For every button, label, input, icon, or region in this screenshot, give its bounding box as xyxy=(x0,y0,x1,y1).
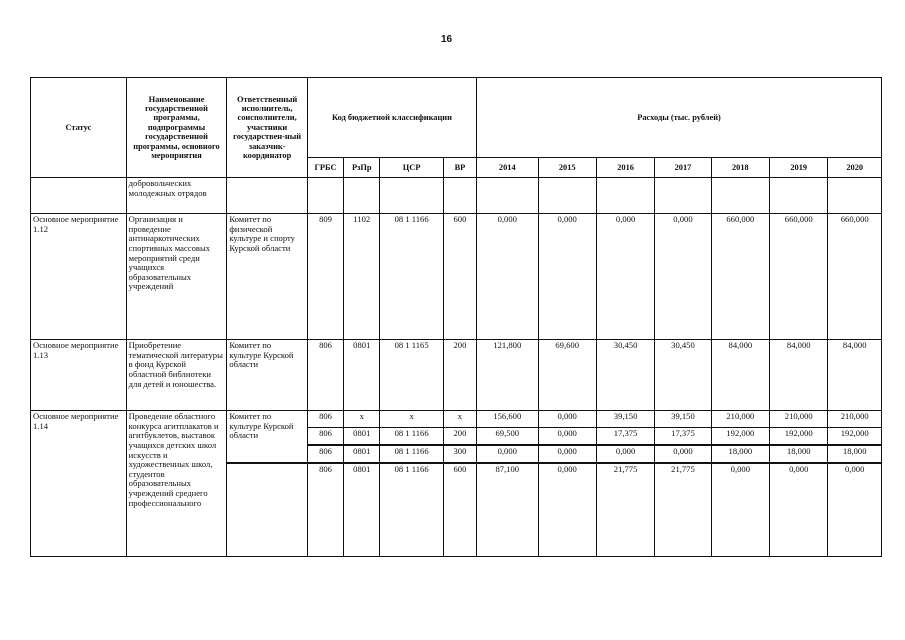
value-cell: 660,000 xyxy=(770,214,828,340)
status-cell xyxy=(31,178,127,214)
vr-cell: х xyxy=(443,411,476,428)
grbs-cell: 806 xyxy=(307,411,343,428)
table-row xyxy=(31,411,882,428)
value-cell: 192,000 xyxy=(770,428,828,446)
executor-cell: Комитет по физической культуре и спорту Курской области xyxy=(227,214,308,340)
name-cell: Организация и проведение антинаркотических спортивных массовых мероприятий среди учащихся образовательных учреждений xyxy=(126,214,227,340)
value-cell: 18,000 xyxy=(770,445,828,463)
table-row xyxy=(31,178,882,214)
csr-cell: 08 1 1165 xyxy=(380,340,443,411)
header-name: Наименование государственной программы, подпрограммы государственной программы, основного мероприятия xyxy=(126,78,227,178)
page-number: 16 xyxy=(441,34,453,45)
value-cell: 18,000 xyxy=(828,445,882,463)
value-cell: 0,000 xyxy=(596,214,654,340)
value-cell: 210,000 xyxy=(711,411,769,428)
grbs-cell: 806 xyxy=(307,428,343,446)
value-cell: 0,000 xyxy=(655,445,711,463)
header-grbs: ГРБС xyxy=(307,158,343,178)
value-cell: 69,500 xyxy=(477,428,538,446)
value-cell: 121,800 xyxy=(477,340,538,411)
status-cell: Основное мероприятие 1.13 xyxy=(31,340,127,411)
value-cell: 0,000 xyxy=(538,411,596,428)
value-cell: 192,000 xyxy=(711,428,769,446)
status-cell: Основное мероприятие 1.14 xyxy=(31,411,127,557)
rzpr-cell: 0801 xyxy=(344,445,380,463)
value-cell: 0,000 xyxy=(711,463,769,557)
value-cell: 0,000 xyxy=(655,214,711,340)
csr-cell: 08 1 1166 xyxy=(380,428,443,446)
header-expenses: Расходы (тыс. рублей) xyxy=(477,78,882,158)
csr-cell: 08 1 1166 xyxy=(380,445,443,463)
name-cell: добровольческих молодежных отрядов xyxy=(126,178,227,214)
vr-cell: 300 xyxy=(443,445,476,463)
value-cell: 210,000 xyxy=(828,411,882,428)
value-cell: 0,000 xyxy=(538,463,596,557)
header-year: 2019 xyxy=(770,158,828,178)
header-year: 2015 xyxy=(538,158,596,178)
value-cell: 21,775 xyxy=(596,463,654,557)
csr-cell: 08 1 1166 xyxy=(380,463,443,557)
value-cell: 192,000 xyxy=(828,428,882,446)
value-cell: 30,450 xyxy=(655,340,711,411)
table-row xyxy=(31,340,882,411)
grbs-cell: 806 xyxy=(307,340,343,411)
value-cell: 39,150 xyxy=(655,411,711,428)
value-cell: 156,600 xyxy=(477,411,538,428)
grbs-cell: 809 xyxy=(307,214,343,340)
header-vr: ВР xyxy=(443,158,476,178)
header-year: 2017 xyxy=(655,158,711,178)
value-cell: 84,000 xyxy=(828,340,882,411)
rzpr-cell: 1102 xyxy=(344,214,380,340)
value-cell: 660,000 xyxy=(828,214,882,340)
value-cell: 0,000 xyxy=(828,463,882,557)
name-cell: Проведение областного конкурса агитплакатов и агитбуклетов, выставок учащихся детских школ искусств и художественных школ, студентов образовательных учреждений среднего профессионального xyxy=(126,411,227,557)
rzpr-cell: 0801 xyxy=(344,340,380,411)
value-cell: 0,000 xyxy=(477,214,538,340)
header-year: 2016 xyxy=(596,158,654,178)
grbs-cell: 806 xyxy=(307,463,343,557)
budget-table xyxy=(30,77,882,557)
header-csr: ЦСР xyxy=(380,158,443,178)
status-cell: Основное мероприятие 1.12 xyxy=(31,214,127,340)
vr-cell: 200 xyxy=(443,340,476,411)
name-cell: Приобретение тематической литературы в фонд Курской областной библиотеки для детей и юношества. xyxy=(126,340,227,411)
header-executor: Ответственный исполнитель, соисполнители, участники государствен-ный заказчик-координатор xyxy=(227,78,308,178)
executor-cell: Комитет по культуре Курской области xyxy=(227,340,308,411)
header-status: Статус xyxy=(31,78,127,178)
table-row xyxy=(31,214,882,340)
value-cell: 17,375 xyxy=(655,428,711,446)
value-cell: 0,000 xyxy=(538,428,596,446)
header-year: 2014 xyxy=(477,158,538,178)
header-budget-code: Код бюджетной классификации xyxy=(307,78,476,158)
header-rzpr: РзПр xyxy=(344,158,380,178)
csr-cell: х xyxy=(380,411,443,428)
header-year: 2020 xyxy=(828,158,882,178)
value-cell: 0,000 xyxy=(538,445,596,463)
value-cell: 0,000 xyxy=(538,214,596,340)
value-cell: 210,000 xyxy=(770,411,828,428)
value-cell: 87,100 xyxy=(477,463,538,557)
csr-cell: 08 1 1166 xyxy=(380,214,443,340)
rzpr-cell: 0801 xyxy=(344,428,380,446)
executor-cell: Комитет по культуре Курской области xyxy=(227,411,308,464)
value-cell: 69,600 xyxy=(538,340,596,411)
header-year: 2018 xyxy=(711,158,769,178)
rzpr-cell: 0801 xyxy=(344,463,380,557)
value-cell: 17,375 xyxy=(596,428,654,446)
vr-cell: 200 xyxy=(443,428,476,446)
value-cell: 0,000 xyxy=(596,445,654,463)
value-cell: 84,000 xyxy=(770,340,828,411)
value-cell: 30,450 xyxy=(596,340,654,411)
grbs-cell: 806 xyxy=(307,445,343,463)
value-cell: 0,000 xyxy=(770,463,828,557)
value-cell: 84,000 xyxy=(711,340,769,411)
value-cell: 660,000 xyxy=(711,214,769,340)
executor-cell xyxy=(227,463,308,557)
value-cell: 21,775 xyxy=(655,463,711,557)
vr-cell: 600 xyxy=(443,214,476,340)
rzpr-cell: х xyxy=(344,411,380,428)
value-cell: 0,000 xyxy=(477,445,538,463)
value-cell: 39,150 xyxy=(596,411,654,428)
vr-cell: 600 xyxy=(443,463,476,557)
value-cell: 18,000 xyxy=(711,445,769,463)
